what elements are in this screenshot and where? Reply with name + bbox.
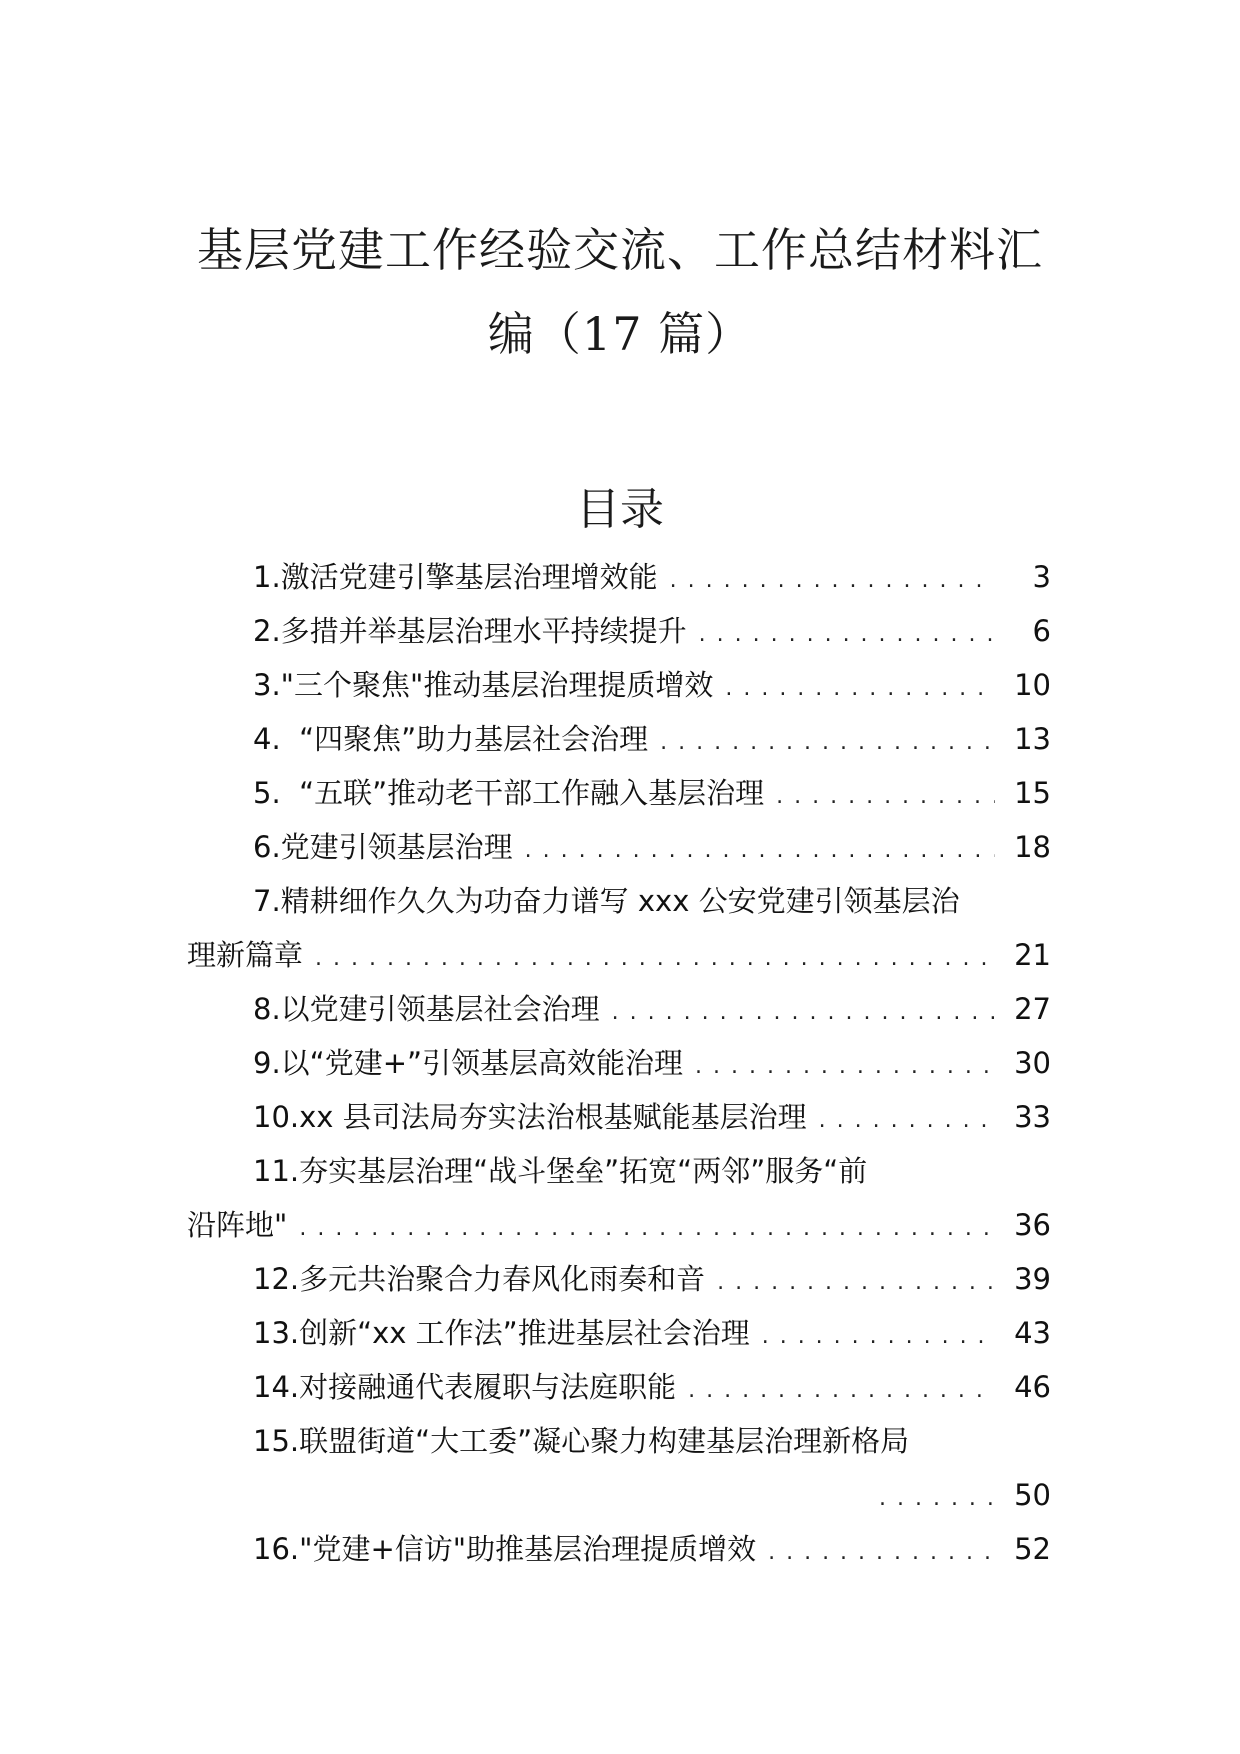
toc-entry-title-line-1: 15.联盟街道“大工委”凝心聚力构建基层治理新格局 [253, 1424, 910, 1458]
toc-entry-title: 2.多措并举基层治理水平持续提升 [253, 614, 687, 648]
toc-entry-12[interactable] [187, 1252, 1051, 1306]
toc-entry-9[interactable] [187, 1036, 1051, 1090]
document-title [150, 208, 1090, 376]
toc-entry-page: 6 [1032, 614, 1051, 648]
toc-entry-3[interactable] [187, 658, 1051, 712]
dot-leader [670, 554, 995, 608]
toc-entry-2[interactable] [187, 604, 1051, 658]
toc-entry-title-line-2: 沿阵地" [187, 1208, 288, 1242]
toc-entry-page: 10 [1014, 668, 1051, 702]
dot-leader [525, 824, 995, 878]
dot-leader [688, 1364, 995, 1418]
dot-leader [819, 1094, 995, 1148]
toc-entry-title: 12.多元共治聚合力春风化雨奏和音 [253, 1262, 706, 1296]
toc-entry-16[interactable] [187, 1522, 1051, 1576]
toc-entry-14[interactable] [187, 1360, 1051, 1414]
toc-entry-page: 13 [1014, 722, 1051, 756]
toc-entry-title: 1.激活党建引擎基层治理增效能 [253, 560, 658, 594]
toc-entry-13[interactable] [187, 1306, 1051, 1360]
toc-entry-1[interactable] [187, 550, 1051, 604]
toc-entry-4[interactable] [187, 712, 1051, 766]
toc-entry-page: 52 [1014, 1532, 1051, 1566]
dot-leader [315, 932, 995, 986]
toc-entry-10[interactable] [187, 1090, 1051, 1144]
document-title-line-1: 基层党建工作经验交流、工作总结材料汇 [197, 223, 1043, 277]
toc-entry-7[interactable] [187, 874, 1051, 982]
dot-leader [612, 986, 995, 1040]
toc-entry-page: 50 [1014, 1478, 1051, 1512]
toc-entry-title: 16."党建+信访"助推基层治理提质增效 [253, 1532, 757, 1566]
toc-entry-page: 39 [1014, 1262, 1051, 1296]
dot-leader [879, 1472, 995, 1526]
toc-entry-title: 3."三个聚焦"推动基层治理提质增效 [253, 668, 714, 702]
document-title-line-2: 编（17 篇） [487, 307, 753, 361]
dot-leader [768, 1526, 995, 1580]
toc-entry-page: 43 [1014, 1316, 1051, 1350]
toc-entry-title-line-1: 7.精耕细作久久为功奋力谱写 xxx 公安党建引领基层治 [253, 884, 960, 918]
dot-leader [699, 608, 995, 662]
toc-entry-11[interactable] [187, 1144, 1051, 1252]
toc-entry-title: 13.创新“xx 工作法”推进基层社会治理 [253, 1316, 750, 1350]
toc-entry-5[interactable] [187, 766, 1051, 820]
toc-entry-page: 46 [1014, 1370, 1051, 1404]
toc-entry-title: 14.对接融通代表履职与法庭职能 [253, 1370, 677, 1404]
toc-entry-page: 33 [1014, 1100, 1051, 1134]
toc-entry-6[interactable] [187, 820, 1051, 874]
toc-entry-page: 3 [1032, 560, 1051, 594]
toc-entry-page: 30 [1014, 1046, 1051, 1080]
toc-entry-page: 18 [1014, 830, 1051, 864]
toc-entry-title: 10.xx 县司法局夯实法治根基赋能基层治理 [253, 1100, 807, 1134]
toc-heading: 目录 [576, 484, 664, 535]
toc-entry-title: 6.党建引领基层治理 [253, 830, 513, 864]
toc-entry-page: 15 [1014, 776, 1051, 810]
dot-leader [776, 770, 995, 824]
dot-leader [695, 1040, 995, 1094]
toc-entry-page: 21 [1014, 938, 1051, 972]
toc-entry-title-line-1: 11.夯实基层治理“战斗堡垒”拓宽“两邻”服务“前 [253, 1154, 868, 1188]
toc-entry-title-line-2: 理新篇章 [187, 938, 304, 972]
toc-entry-title: 4. “四聚焦”助力基层社会治理 [253, 722, 649, 756]
toc-entry-8[interactable] [187, 982, 1051, 1036]
toc-entry-page: 27 [1014, 992, 1051, 1026]
dot-leader [299, 1202, 995, 1256]
dot-leader [725, 662, 995, 716]
dot-leader [762, 1310, 995, 1364]
toc-entry-title: 8.以党建引领基层社会治理 [253, 992, 600, 1026]
dot-leader [717, 1256, 995, 1310]
toc-entry-title: 5. “五联”推动老干部工作融入基层治理 [253, 776, 765, 810]
dot-leader [660, 716, 995, 770]
toc-entry-title: 9.以“党建+”引领基层高效能治理 [253, 1046, 684, 1080]
toc-entry-15[interactable] [187, 1414, 1051, 1522]
toc-entry-page: 36 [1014, 1208, 1051, 1242]
table-of-contents [187, 550, 1051, 1576]
